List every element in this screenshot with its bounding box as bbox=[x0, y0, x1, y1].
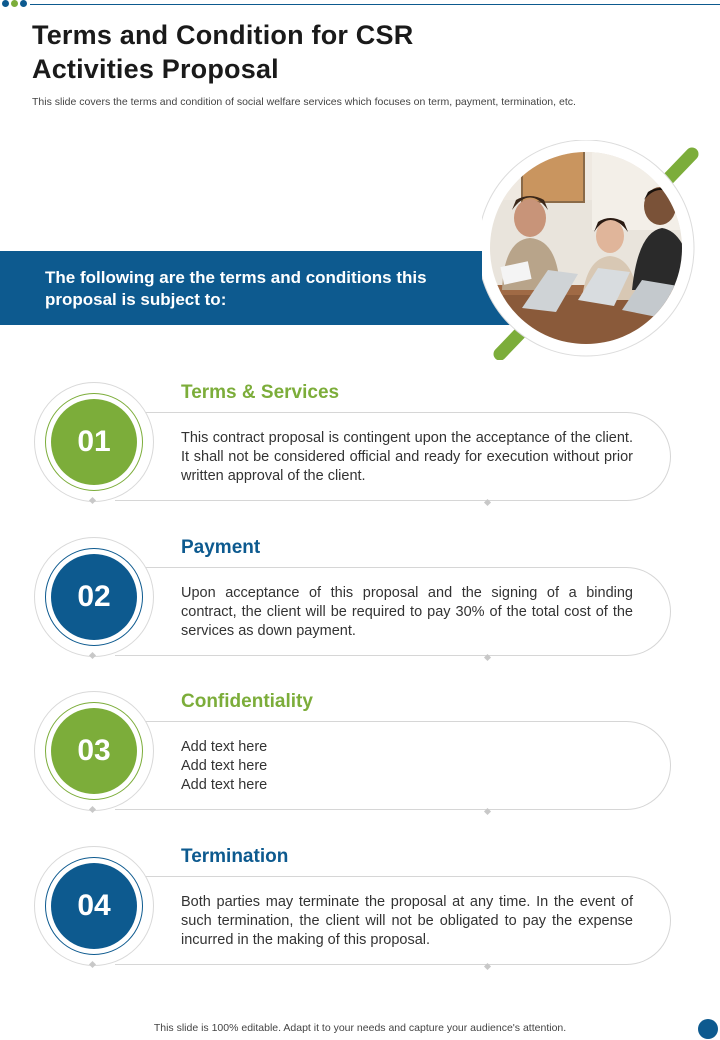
number-badge: 02 bbox=[51, 554, 137, 640]
top-rule bbox=[30, 4, 720, 5]
term-item-2 bbox=[0, 537, 720, 667]
photo-illustration bbox=[482, 140, 702, 360]
term-heading: Terms & Services bbox=[181, 382, 340, 403]
number-badge: 03 bbox=[51, 708, 137, 794]
term-heading: Termination bbox=[181, 846, 289, 867]
team-meeting-photo bbox=[482, 140, 702, 365]
term-heading: Confidentiality bbox=[181, 691, 313, 712]
term-item-3 bbox=[0, 691, 720, 821]
number-badge: 01 bbox=[51, 399, 137, 485]
corner-dot-green bbox=[11, 0, 18, 7]
term-heading: Payment bbox=[181, 537, 261, 558]
term-item-4 bbox=[0, 846, 720, 976]
footer-note: This slide is 100% editable. Adapt it to your needs and capture your audience's attention. bbox=[153, 1022, 567, 1034]
number-badge: 04 bbox=[51, 863, 137, 949]
corner-dots bbox=[2, 0, 27, 8]
corner-dot-blue-2 bbox=[20, 0, 27, 7]
page-title: Terms and Condition for CSR Activities Proposal bbox=[32, 20, 414, 84]
term-body: Upon acceptance of this proposal and the signing of a binding contract, the client will be required to pay 30% of the total cost of the services as down payment. bbox=[181, 585, 633, 639]
term-body: This contract proposal is contingent upon the acceptance of the client. It shall not be considered official and ready for execution without prior written approval of the client. bbox=[181, 430, 633, 484]
page-subtitle: This slide covers the terms and condition of social welfare services which focuses on term, payment, termination, etc. bbox=[32, 96, 576, 108]
term-item-1 bbox=[0, 382, 720, 512]
corner-dot-blue bbox=[2, 0, 9, 7]
term-body: Add text here Add text here Add text here bbox=[181, 739, 268, 793]
footer-dot bbox=[698, 1019, 718, 1039]
term-body: Both parties may terminate the proposal at any time. In the event of such termination, the client will not be obligated to pay the expense incurred in the making of this proposal. bbox=[181, 894, 633, 948]
banner-text: The following are the terms and conditions this proposal is subject to: bbox=[45, 268, 427, 309]
